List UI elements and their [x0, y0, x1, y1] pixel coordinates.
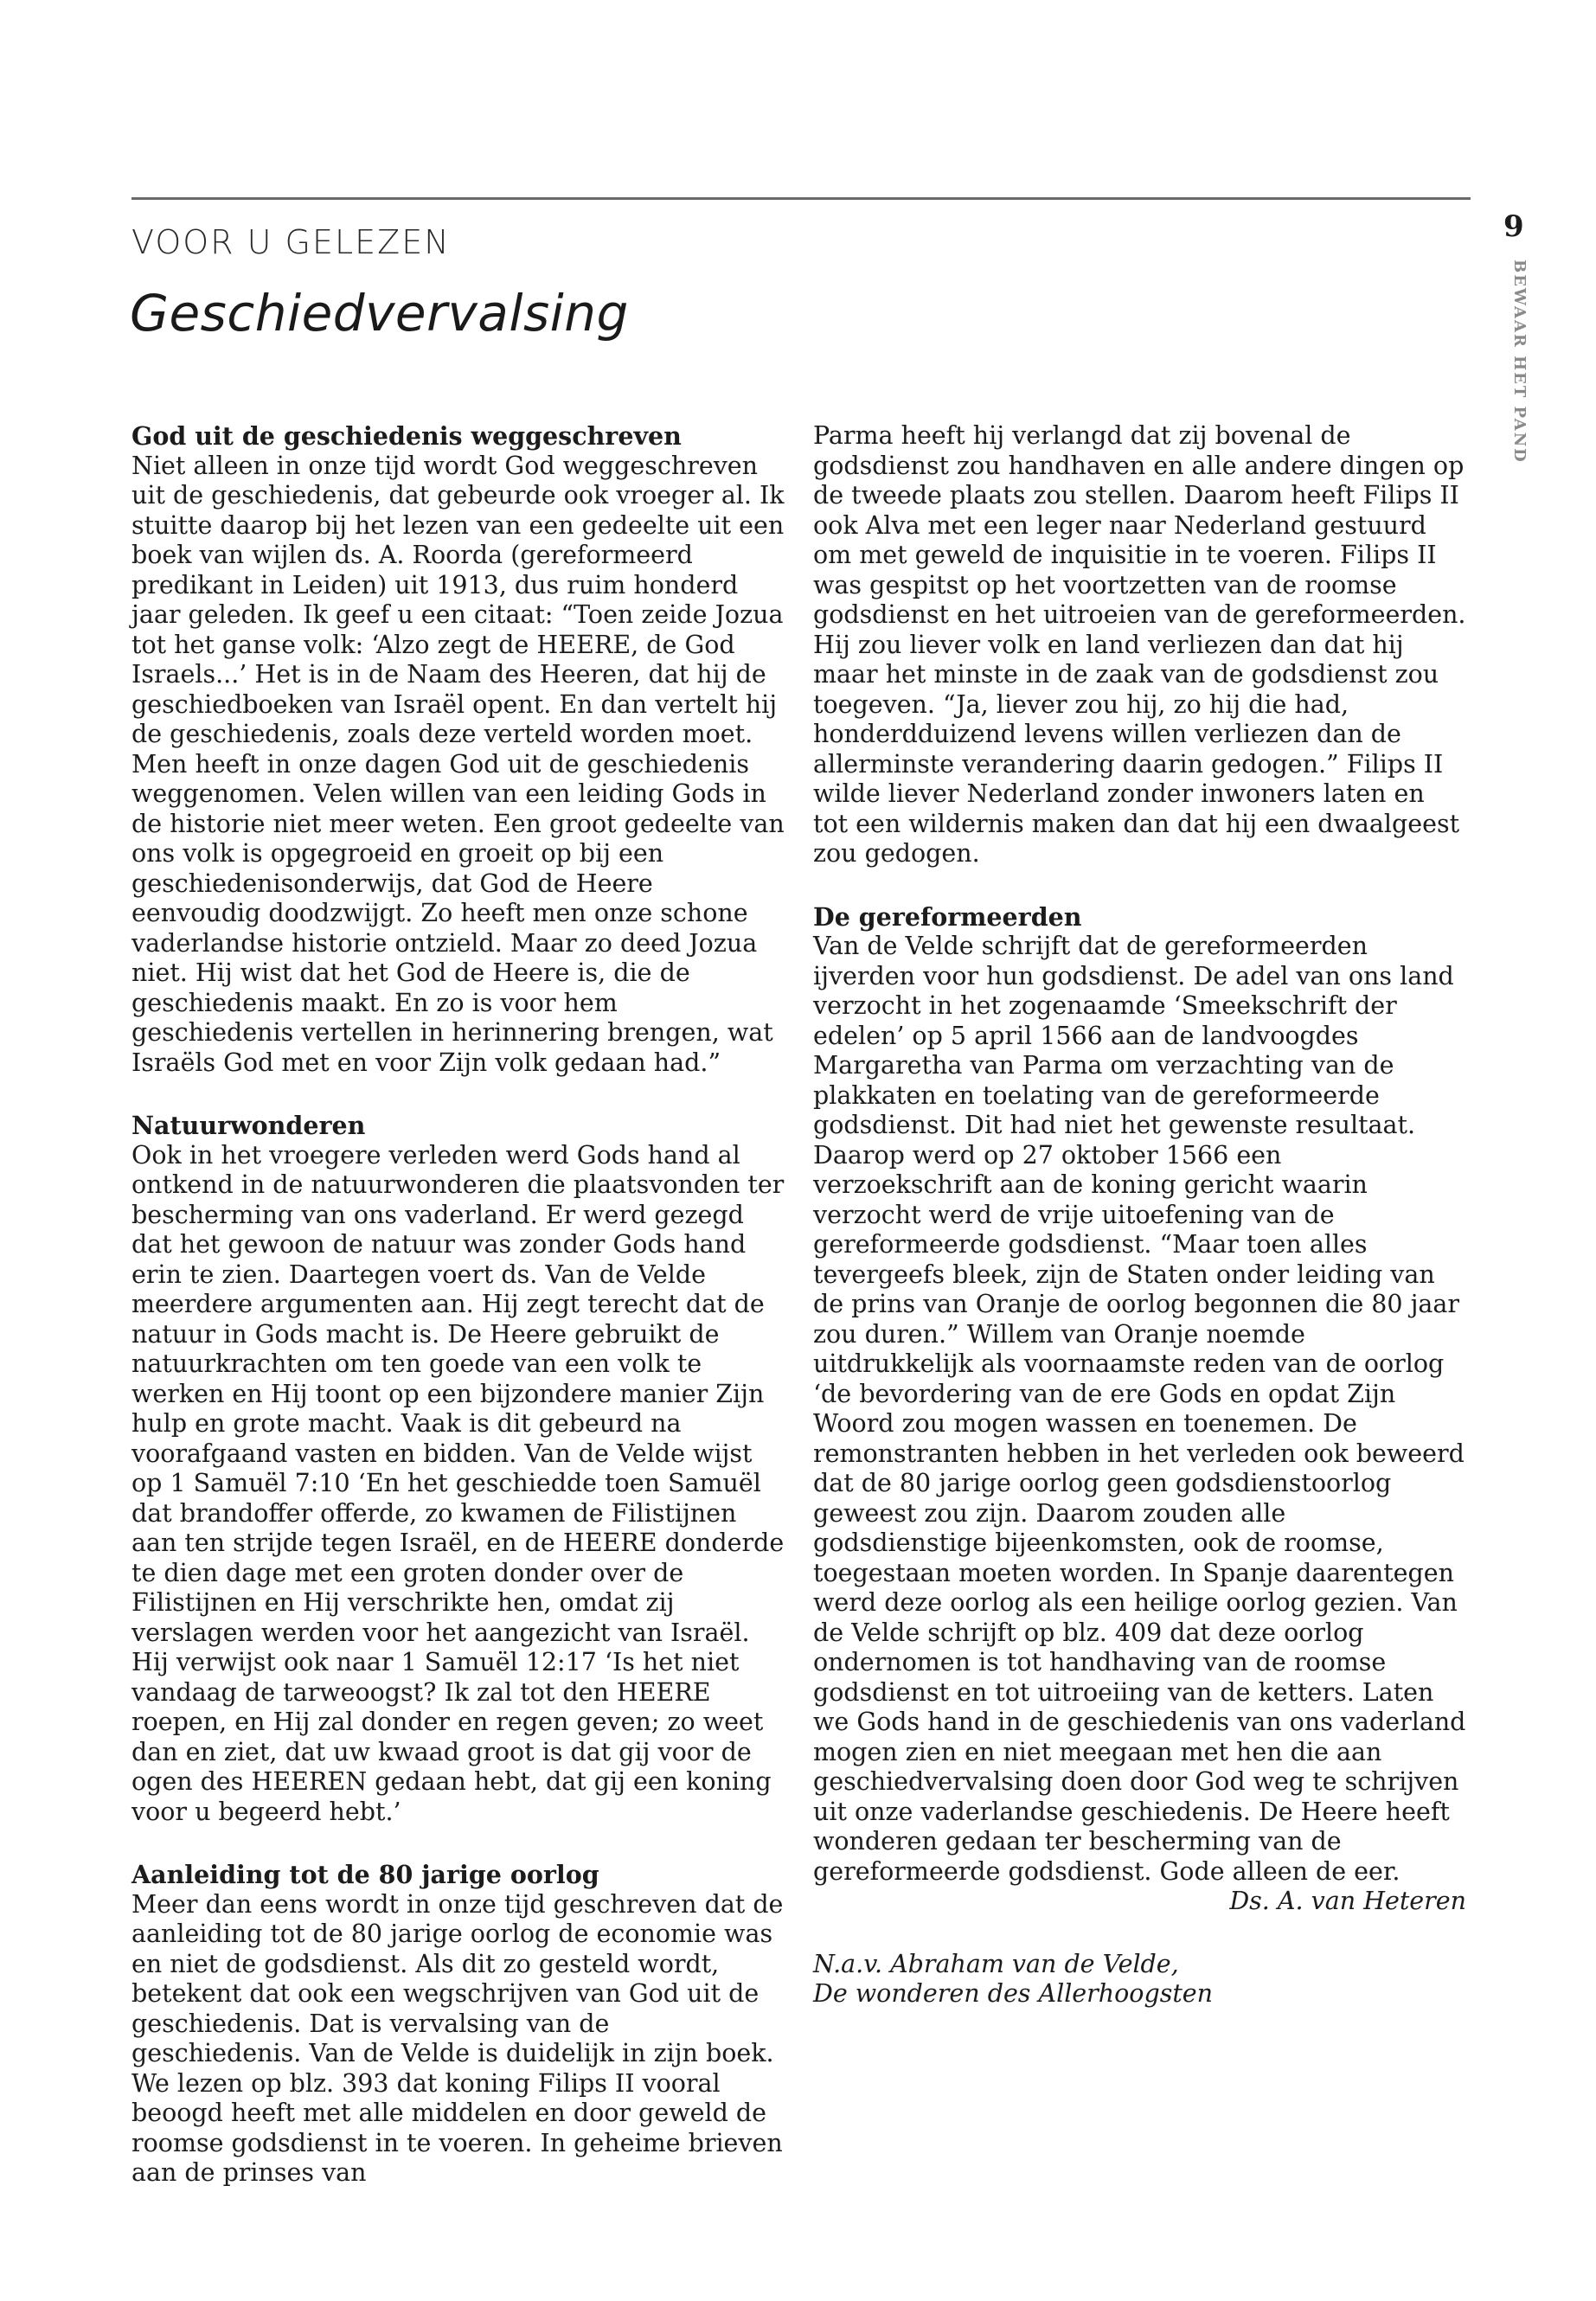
- section-heading: De gereformeerden: [813, 901, 1082, 932]
- right-column: [813, 421, 1466, 2009]
- section-body: Van de Velde schrijft dat de gereformeerden ijverden voor hun godsdienst. De adel van ons land verzocht in het zogenaamde ‘Smeekschrift der edelen’ op 5 april 1566 aan de landvoogdes Margaretha van Parma om verzachting van de plakkaten en toelating van de gereformeerde godsdienst. Dit had niet het gewenste resultaat. Daarop werd op 27 oktober 1566 een verzoekschrift aan de koning gericht waarin verzocht werd de vrije uitoefening van de gereformeerde godsdienst. “Maar toen alles tevergeefs bleek, zijn de Staten onder leiding van de prins van Oranje de oorlog begonnen die 80 jaar zou duren.” Willem van Oranje noemde uitdrukkelijk als voornaamste reden van de oorlog ‘de bevordering van de ere Gods en opdat Zijn Woord zou mogen wassen en toenemen. De remonstranten hebben in het verleden ook beweerd dat de 80 jarige oorlog geen godsdienstoorlog geweest zou zijn. Daarom zouden alle godsdienstige bijeenkomsten, ook de roomse, toegestaan moeten worden. In Spanje daarentegen werd deze oorlog als een heilige oorlog gezien. Van de Velde schrijft op blz. 409 dat deze oorlog ondernomen is tot handhaving van de roomse godsdienst en tot uitroeiing van de ketters. Laten we Gods hand in de geschiedenis van ons vaderland mogen zien en niet meegaan met hen die aan geschiedvervalsing doen door God weg te schrijven uit onze vaderlandse geschiedenis. De Heere heeft wonderen gedaan ter bescherming van de gereformeerde godsdienst. Gode alleen de eer.: [813, 932, 1466, 1886]
- source-line: De wonderen des Allerhoogsten: [813, 1979, 1214, 2008]
- source-line: N.a.v. Abraham van de Velde,: [813, 1949, 1179, 1978]
- page-title: Geschiedvervalsing: [130, 284, 629, 343]
- section-body: Ook in het vroegere verleden werd Gods hand al ontkend in de natuurwonderen die plaatsvonden ter bescherming van ons vaderland. Er werd gezegd dat het gewoon de natuur was zonder Gods hand erin te zien. Daartegen voert ds. Van de Velde meerdere argumenten aan. Hij zegt terecht dat de natuur in Gods macht is. De Heere gebruikt de natuurkrachten om ten goede van een volk te werken en Hij toont op een bijzondere manier Zijn hulp en grote macht. Vaak is dit gebeurd na voorafgaand vasten en bidden. Van de Velde wijst op 1 Samuël 7:10 ‘En het geschiedde toen Samuël dat brandoffer offerde, zo kwamen de Filistijnen aan ten strijde tegen Israël, en de HEERE donderde te dien dage met een groten donder over de Filistijnen en Hij verschrikte hen, omdat zij verslagen werden voor het aangezicht van Israël. Hij verwijst ook naar 1 Samuël 12:17 ‘Is het niet vandaag de tarweoogst? Ik zal tot den HEERE roepen, en Hij zal donder en regen geven; zo weet dan en ziet, dat uw kwaad groot is dat gij voor de ogen des HEEREN gedaan hebt, dat gij een koning voor u begeerd hebt.’: [131, 1140, 785, 1826]
- magazine-side-label: BEWAAR HET PAND: [1510, 260, 1529, 464]
- top-rule: [131, 197, 1471, 200]
- section-body: Meer dan eens wordt in onze tijd geschreven dat de aanleiding tot de 80 jarige oorlog de economie was en niet de godsdienst. Als dit zo gesteld wordt, betekent dat ook een wegschrijven van God uit de geschiedenis. Dat is vervalsing van de geschiedenis. Van de Velde is duidelijk in zijn boek. We lezen op blz. 393 dat koning Filips II vooral beoogd heeft met alle middelen en door geweld de roomse godsdienst in te voeren. In geheime brieven aan de prinses van: [131, 1889, 784, 2187]
- left-column: [131, 421, 785, 2189]
- section-kicker: VOOR U GELEZEN: [131, 223, 451, 261]
- author-signature: Ds. A. van Heteren: [1229, 1887, 1466, 1915]
- section-heading: Aanleiding tot de 80 jarige oorlog: [131, 1860, 599, 1889]
- page-number: 9: [1503, 209, 1524, 244]
- section-heading: God uit de geschiedenis weggeschreven: [131, 421, 682, 451]
- section-body-continued: Parma heeft hij verlangd dat zij bovenal de godsdienst zou handhaven en alle andere dingen op de tweede plaats zou stellen. Daarom heeft Filips II ook Alva met een leger naar Nederland gestuurd om met geweld de inquisitie in te voeren. Filips II was gespitst op het voortzetten van de roomse godsdienst en het uitroeien van de gereformeerden. Hij zou liever volk en land verliezen dan dat hij maar het minste in de zaak van de godsdienst zou toegeven. “Ja, liever zou hij, zo hij die had, honderdduizend levens willen verliezen dan de allerminste verandering daarin gedogen.” Filips II wilde liever Nederland zonder inwoners laten en tot een wildernis maken dan dat hij een dwaalgeest zou gedogen.: [813, 421, 1466, 868]
- section-heading: Natuurwonderen: [131, 1111, 366, 1140]
- section-body: Niet alleen in onze tijd wordt God weggeschreven uit de geschiedenis, dat gebeurde ook vroeger al. Ik stuitte daarop bij het lezen van een gedeelte uit een boek van wijlen ds. A. Roorda (gereformeerd predikant in Leiden) uit 1913, dus ruim honderd jaar geleden. Ik geef u een citaat: “Toen zeide Jozua tot het ganse volk: ‘Alzo zegt de HEERE, de God Israels...’ Het is in de Naam des Heeren, dat hij de geschiedboeken van Israël opent. En dan vertelt hij de geschiedenis, zoals deze verteld worden moet. Men heeft in onze dagen God uit de geschiedenis weggenomen. Velen willen van een leiding Gods in de historie niet meer weten. Een groot gedeelte van ons volk is opgegroeid en groeit op bij een geschiedenisonderwijs, dat God de Heere eenvoudig doodzwijgt. Zo heeft men onze schone vaderlandse historie ontzield. Maar zo deed Jozua niet. Hij wist dat het God de Heere is, die de geschiedenis maakt. En zo is voor hem geschiedenis vertellen in herinnering brengen, wat Israëls God met en voor Zijn volk gedaan had.”: [131, 451, 785, 1077]
- source-citation: [813, 1950, 1466, 2009]
